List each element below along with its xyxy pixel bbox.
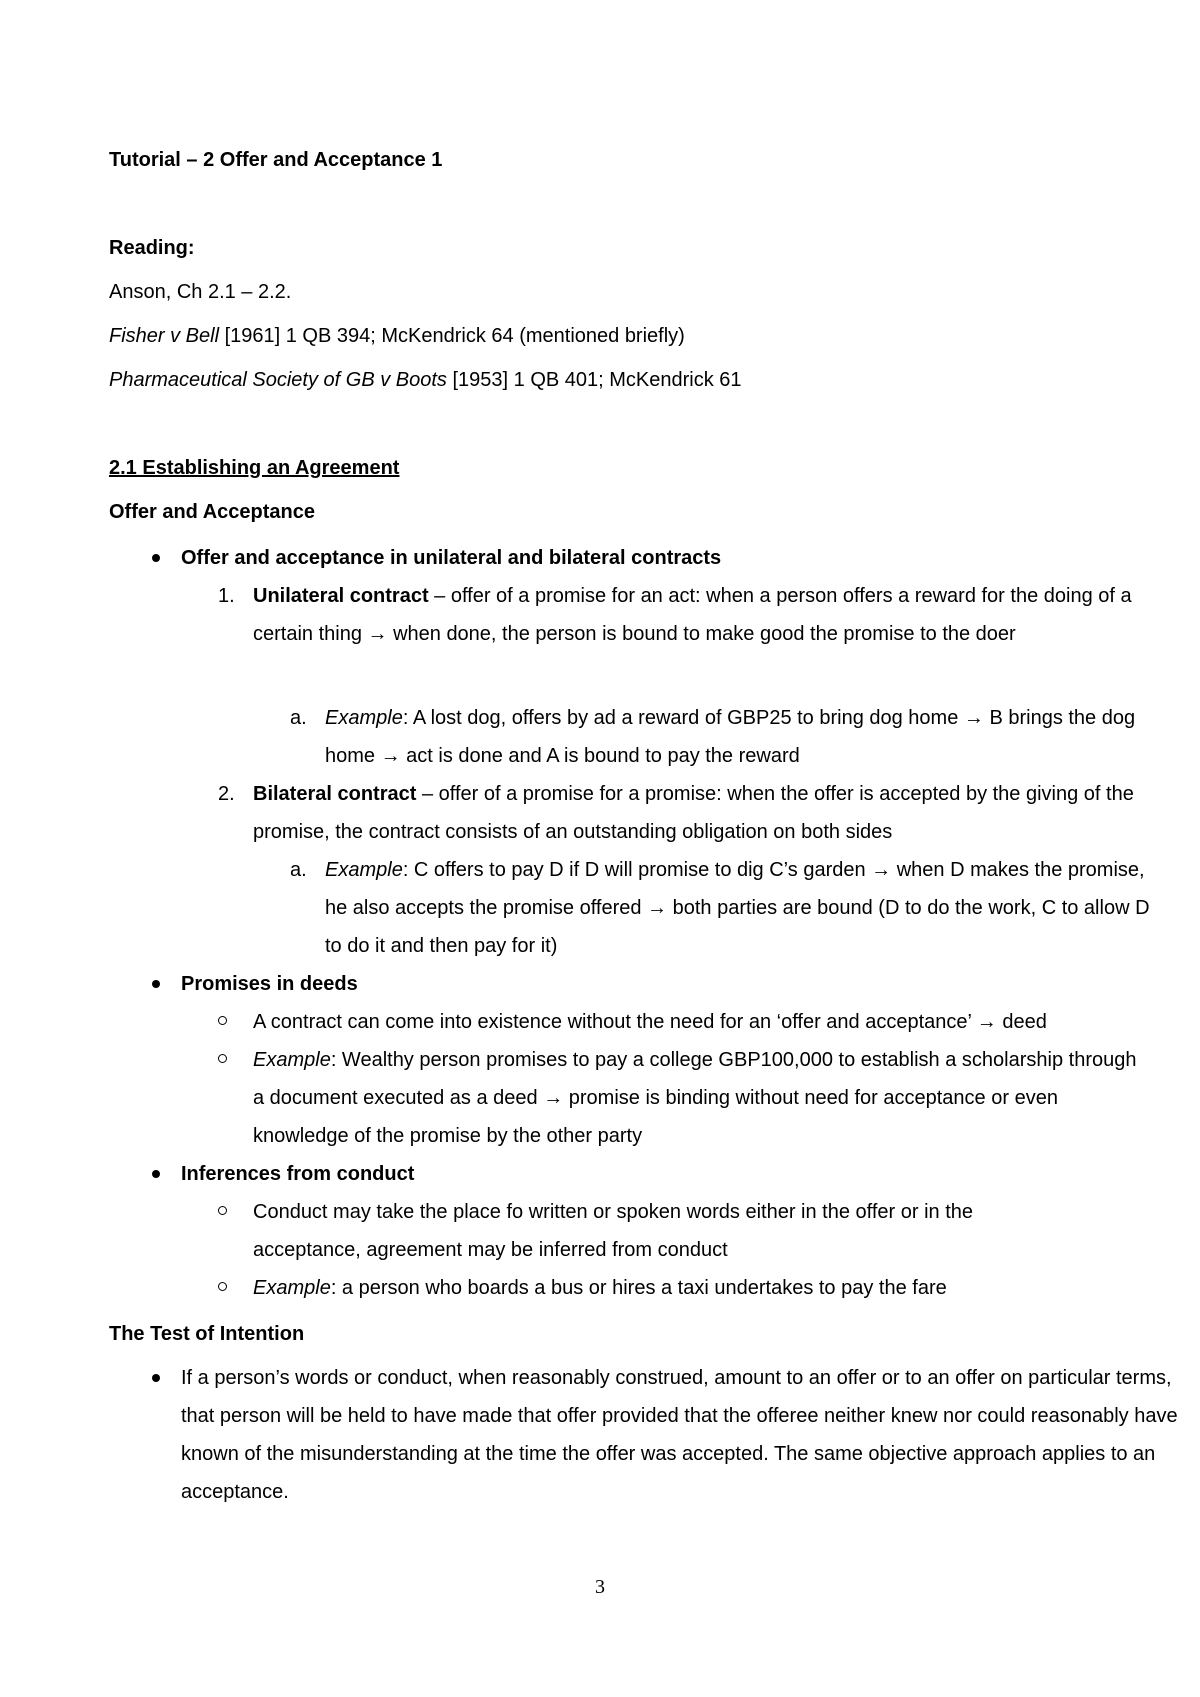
definition: – offer of a promise for a promise: when the offer is accepted by the giving of the promise, the contract consists of an outstanding obligation on both sides	[253, 783, 1134, 843]
hollow-bullet	[218, 1016, 227, 1025]
example-text: : A lost dog, offers by ad a reward of GBP25 to bring dog home → B brings the dog home → act is done and A is bound to pay the reward	[325, 707, 1136, 767]
item-text: A contract can come into existence without the need for an ‘offer and acceptance’ → deed	[253, 1011, 1047, 1033]
conduct-item-2	[253, 1269, 1143, 1307]
item-text: : Wealthy person promises to pay a college GBP100,000 to establish a scholarship through a document executed as a deed → promise is binding without need for acceptance or even knowledge of the promise by the other party	[253, 1049, 1137, 1147]
hollow-bullet	[218, 1054, 227, 1063]
deed-item-2	[253, 1041, 1143, 1155]
page-number: 3	[595, 1576, 605, 1598]
subheading-offer-acceptance: Offer and Acceptance	[109, 501, 315, 523]
bullet-1-title: Offer and acceptance in unilateral and bilateral contracts	[181, 547, 722, 569]
bullet-3-title: Inferences from conduct	[181, 1163, 415, 1185]
deed-item-1	[253, 1003, 1153, 1041]
bullet-dot	[152, 980, 160, 988]
term: Unilateral contract	[253, 585, 429, 607]
example-label: Example	[253, 1277, 331, 1299]
test-of-intention-text: If a person’s words or conduct, when reasonably construed, amount to an offer or to an offer on particular terms, that person will be held to have made that offer provided that the offeree neither knew nor could reasonably have known of the misunderstanding at the time the offer was accepted. The same objective approach applies to an acceptance.	[181, 1367, 1178, 1503]
case-name: Fisher v Bell	[109, 325, 220, 347]
list-letter: a.	[290, 859, 307, 881]
bilateral-example	[325, 851, 1155, 965]
unilateral-example	[325, 699, 1145, 775]
list-number: 1.	[218, 585, 235, 607]
example-text: : C offers to pay D if D will promise to dig C’s garden → when D makes the promise, he also accepts the promise offered → both parties are bound (D to do the work, C to allow D to do it and then pay for it)	[325, 859, 1150, 957]
conduct-item-1	[253, 1193, 1073, 1269]
bullet-dot	[152, 1374, 160, 1382]
reading-line-1: Anson, Ch 2.1 – 2.2.	[109, 281, 292, 303]
case-name: Pharmaceutical Society of GB v Boots	[109, 369, 447, 391]
section-heading: 2.1 Establishing an Agreement	[109, 457, 400, 479]
bilateral-contract-item	[253, 775, 1143, 851]
term: Bilateral contract	[253, 783, 417, 805]
list-letter: a.	[290, 707, 307, 729]
bullet-dot	[152, 554, 160, 562]
list-number: 2.	[218, 783, 235, 805]
reading-line-3	[109, 368, 742, 392]
unilateral-contract-item	[253, 577, 1143, 653]
reading-line-2	[109, 324, 685, 348]
case-citation: [1961] 1 QB 394; McKendrick 64 (mentioned briefly)	[219, 325, 685, 347]
hollow-bullet	[218, 1282, 227, 1291]
hollow-bullet	[218, 1206, 227, 1215]
bullet-dot	[152, 1170, 160, 1178]
example-label: Example	[253, 1049, 331, 1071]
reading-heading: Reading:	[109, 237, 195, 259]
case-citation: [1953] 1 QB 401; McKendrick 61	[446, 369, 742, 391]
bullet-2-title: Promises in deeds	[181, 973, 358, 995]
subheading-test-of-intention: The Test of Intention	[109, 1323, 305, 1345]
item-text: Conduct may take the place fo written or spoken words either in the offer or in the acceptance, agreement may be inferred from conduct	[253, 1201, 974, 1261]
definition: – offer of a promise for an act: when a person offers a reward for the doing of a certain thing → when done, the person is bound to make good the promise to the doer	[253, 585, 1132, 645]
document-title: Tutorial – 2 Offer and Acceptance 1	[109, 149, 443, 171]
item-text: : a person who boards a bus or hires a taxi undertakes to pay the fare	[330, 1277, 947, 1299]
example-label: Example	[325, 859, 403, 881]
example-label: Example	[325, 707, 403, 729]
